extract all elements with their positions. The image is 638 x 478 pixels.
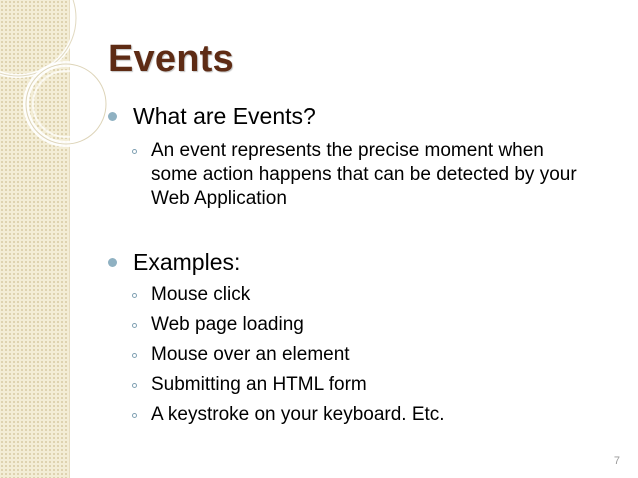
list-item-text: An event represents the precise moment when some action happens that can be detected by your Web Application	[151, 140, 577, 209]
hollow-bullet-icon	[132, 383, 137, 388]
list-item	[108, 403, 608, 427]
hollow-bullet-icon	[132, 413, 137, 418]
list-item-text: Web page loading	[151, 314, 304, 335]
list-item	[108, 283, 608, 307]
slide-content	[108, 101, 608, 433]
section-heading-text: What are Events?	[133, 103, 316, 129]
page-number: 7	[613, 455, 620, 467]
hollow-bullet-icon	[132, 149, 137, 154]
list-item	[108, 343, 608, 367]
section-heading-text: Examples:	[133, 249, 241, 275]
decorative-left-band	[0, 0, 70, 478]
list-item-text: Submitting an HTML form	[151, 374, 367, 395]
hollow-bullet-icon	[132, 293, 137, 298]
filled-bullet-icon	[108, 112, 117, 121]
list-item-text: Mouse click	[151, 284, 251, 305]
hollow-bullet-icon	[132, 323, 137, 328]
list-item	[108, 139, 608, 211]
hollow-bullet-icon	[132, 353, 137, 358]
list-item	[108, 313, 608, 337]
list-item	[108, 373, 608, 397]
list-item-text: Mouse over an element	[151, 344, 350, 365]
section-heading-what-are-events	[108, 101, 608, 131]
definition-list	[108, 139, 608, 211]
examples-list	[108, 283, 608, 427]
filled-bullet-icon	[108, 258, 117, 267]
section-heading-examples	[108, 247, 608, 277]
list-item-text: A keystroke on your keyboard. Etc.	[151, 404, 445, 425]
slide-title: Events	[108, 38, 234, 80]
